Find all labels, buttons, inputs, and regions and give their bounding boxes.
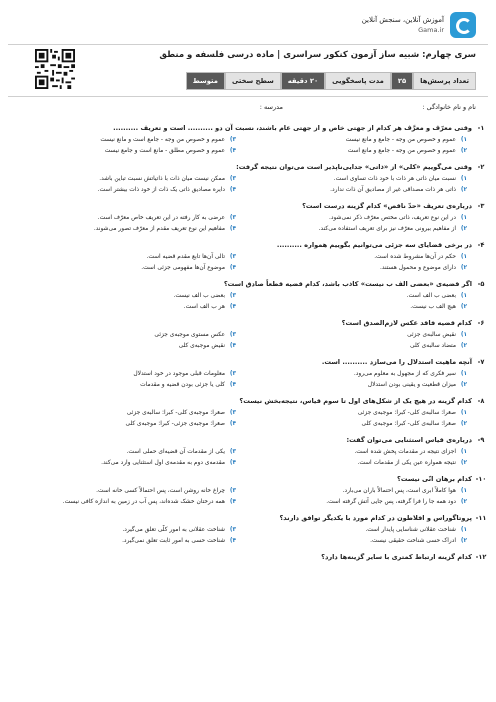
option-text: دارای موضوع و محمول هستند. [379,265,456,271]
option-number: ۴) [229,460,237,466]
option-text: نتیجه همواره عین یکی از مقدمات است. [357,460,456,466]
option-text: نقیض موجبه‌ی کلی [178,343,225,349]
answer-option[interactable] [239,252,470,263]
option-text: عرضی به کار رفته در این تعریف خاص معرّف است. [97,215,225,221]
answer-option[interactable] [239,224,470,235]
answer-option[interactable] [239,536,470,547]
option-number: ۳) [229,137,237,143]
option-number: ۱) [460,332,468,338]
question-number: ۵- [477,280,485,288]
answer-option[interactable] [8,369,239,380]
question-item [8,122,488,157]
answer-option[interactable] [8,135,239,146]
answer-option[interactable] [8,224,239,235]
answer-option[interactable] [239,497,470,508]
school-label: مدرسه : [259,103,283,111]
option-number: ۳) [229,527,237,533]
option-text: دود همه جا را فرا گرفته، پس جایی آتش گرفته است. [326,499,456,505]
question-item [8,200,488,235]
question-text: آنچه ماهیت استدلال را می‌سازد .......... است. [321,358,472,366]
option-number: ۲) [460,343,468,349]
question-text: درباره‌ی قیاس استثنایی می‌توان گفت: [346,436,472,444]
option-text: یکی از مقدمات آن قضیه‌ای حملی است. [126,449,225,455]
option-number: ۴) [229,499,237,505]
option-text: هوا کاملاً ابری است، پس احتمالاً باران می‌بارد. [342,488,456,494]
answer-option[interactable] [8,174,239,185]
question-item [8,356,488,391]
option-number: ۱) [460,176,468,182]
option-text: کلی یا جزئی بودن قضیه و مقدمات [140,382,225,388]
question-text: پروتاگوراس و افلاطون در کدام مورد با یکدیگر توافق دارند؟ [279,514,472,522]
option-number: ۲) [460,148,468,154]
answer-option[interactable] [8,263,239,274]
answer-option[interactable] [8,380,239,391]
gama-logo-icon [450,12,476,38]
option-text: حکم در آن‌ها مشروط شده است. [374,254,456,260]
option-text: صغرا: سالبه‌ی کلی- کبرا: موجبه‌ی جزئی [357,410,456,416]
answer-option[interactable] [239,302,470,313]
option-text: تالی آن‌ها تابع مقدم قضیه است. [146,254,225,260]
option-text: موضوع آن‌ها مفهومی جزئی است. [141,265,225,271]
answer-options [8,135,488,157]
option-text: نقیض سالبه‌ی جزئی [407,332,456,338]
answer-option[interactable] [8,341,239,352]
question-item [8,317,488,352]
option-text: هر ب الف است. [183,304,225,310]
option-number: ۱) [460,449,468,455]
option-text: عموم و خصوص من وجه - جامع و مانع نیست [345,137,456,143]
option-number: ۱) [460,137,468,143]
option-number: ۱) [460,410,468,416]
answer-options [8,213,488,235]
qr-code-icon [35,49,75,89]
duration-label: مدت پاسخگویی [325,72,391,90]
answer-options [8,408,488,430]
question-item [8,473,488,508]
question-number: ۶- [477,319,485,327]
option-text: ذاتی هر ذات مصداقی غیر از مصادیق آن ذات ندارد. [330,187,456,193]
answer-option[interactable] [8,447,239,458]
question-item [8,512,488,547]
option-number: ۴) [229,187,237,193]
option-number: ۳) [229,254,237,260]
option-number: ۳) [229,215,237,221]
option-number: ۲) [460,460,468,466]
answer-option[interactable] [8,330,239,341]
answer-option[interactable] [8,419,239,430]
option-number: ۱) [460,215,468,221]
option-text: عموم و خصوص من وجه - جامع است و مانع نیست [100,137,225,143]
answer-option[interactable] [8,497,239,508]
option-number: ۳) [229,332,237,338]
question-item [8,434,488,469]
option-text: صغرا: سالبه‌ی کلی- کبرا: موجبه‌ی کلی [361,421,456,427]
brand-name: آموزش آنلاین، سنجش آنلاین [361,16,444,24]
option-number: ۱) [460,293,468,299]
answer-option[interactable] [8,146,239,157]
option-text: عکس مستوی موجبه‌ی جزئی [154,332,225,338]
option-number: ۲) [460,187,468,193]
question-number: ۲- [477,163,485,171]
option-number: ۴) [229,382,237,388]
option-number: ۳) [229,371,237,377]
difficulty-value: متوسط [186,72,225,90]
answer-option[interactable] [239,135,470,146]
option-text: چراغ خانه روشن است، پس احتمالاً کسی خانه است. [96,488,225,494]
option-number: ۴) [229,148,237,154]
exam-info-bar [186,72,476,90]
question-count-label: تعداد پرسش‌ها [413,72,476,90]
question-number: ۱- [477,124,485,132]
question-number: ۴- [477,241,485,249]
answer-option[interactable] [239,419,470,430]
answer-option[interactable] [8,185,239,196]
question-number: ۱۲- [475,553,487,561]
question-text: کدام برهان انّی نیست؟ [397,475,472,483]
option-number: ۴) [229,304,237,310]
option-text: صغرا: موجبه‌ی جزئی- کبرا: موجبه‌ی کلی [125,421,225,427]
option-number: ۱) [460,371,468,377]
answer-option[interactable] [239,330,470,341]
option-text: مفاهیم این نوع تعریف مقدم از معرّف تصور می‌شوند. [93,226,225,232]
answer-option[interactable] [8,408,239,419]
option-number: ۲) [460,382,468,388]
question-item [8,161,488,196]
question-item [8,278,488,313]
student-name-label: نام و نام خانوادگی : [422,103,476,111]
option-text: همه درختان خشک شده‌اند، پس آب در زمین به اندازه کافی نیست. [62,499,225,505]
answer-option[interactable] [239,380,470,391]
option-text: میزان قطعیت و یقینی بودن استدلال [367,382,456,388]
option-number: ۲) [460,421,468,427]
question-text: اگر قضیه‌ی «بعضی الف ب نیست» کاذب باشد، کدام قضیه قطعاً صادق است؟ [223,280,472,288]
question-text: کدام گزینه ارتباط کمتری با سایر گزینه‌ها دارد؟ [321,553,472,561]
answer-option[interactable] [239,263,470,274]
question-number: ۷- [477,358,485,366]
brand [362,12,476,38]
option-number: ۲) [460,538,468,544]
option-number: ۳) [229,176,237,182]
option-number: ۴) [229,265,237,271]
answer-option[interactable] [239,458,470,469]
option-text: در این نوع تعریف، ذاتی مختص معرّف ذکر نمی‌شود. [329,215,456,221]
option-number: ۲) [460,304,468,310]
answer-option[interactable] [8,302,239,313]
info-divider [8,96,488,97]
question-number: ۳- [477,202,485,210]
option-text: شناخت عقلانی شناسایی پایدار است. [365,527,456,533]
question-text: کدام گزینه در هیچ یک از شکل‌های اول تا سوم قیاس، نتیجه‌بخش نیست؟ [239,397,472,405]
answer-option[interactable] [239,174,470,185]
option-text: مقدمه‌ی دوم به مقدمه‌ی اول استثنایی وارد می‌کند. [101,460,225,466]
option-number: ۱) [460,527,468,533]
option-number: ۳) [229,293,237,299]
answer-option[interactable] [239,447,470,458]
answer-options [8,369,488,391]
question-text: کدام قضیه فاقد عکس لازم‌الصدق است؟ [341,319,472,327]
option-text: بعضی ب الف نیست. [173,293,225,299]
question-count-value: ۲۵ [391,72,413,90]
question-item [8,395,488,430]
option-text: سیر فکری که از مجهول به معلوم می‌رود. [353,371,456,377]
question-number: ۸- [477,397,485,405]
answer-options [8,330,488,352]
option-number: ۲) [460,499,468,505]
answer-options [8,252,488,274]
option-text: معلومات قبلی موجود در خود استدلال [133,371,225,377]
question-number: ۱۱- [475,514,487,522]
exam-header [8,6,488,114]
answer-option[interactable] [239,185,470,196]
answer-option[interactable] [8,458,239,469]
duration-value: ۲۰ دقیقه [281,72,325,90]
question-item [8,239,488,274]
question-text: در برخی قضایای سه جزئی می‌توانیم بگوییم همواره .......... [276,241,472,249]
option-text: دایره مصادیق ذاتی یک ذات از خود ذات بیشتر است. [97,187,225,193]
header-divider [8,44,488,45]
answer-options [8,174,488,196]
answer-option[interactable] [239,341,470,352]
answer-option[interactable] [8,291,239,302]
answer-options [8,525,488,547]
option-text: بعضی ب الف است. [406,293,456,299]
option-text: شناخت عقلانی به امور کلّی تعلق می‌گیرد. [122,527,225,533]
option-number: ۳) [229,449,237,455]
option-number: ۴) [229,538,237,544]
option-number: ۳) [229,488,237,494]
answer-option[interactable] [239,213,470,224]
option-text: شناخت حسی به امور ثابت تعلق نمی‌گیرد. [122,538,225,544]
option-text: ممکن نیست میان ذات با ذاتیاتش نسبت تباین باشد. [99,176,225,182]
question-number: ۹- [477,436,485,444]
option-text: نسبت میان ذاتی هر ذات با خود ذات تساوی است. [333,176,456,182]
option-text: از مفاهیم بیرونی معرّف نیز برای تعریف استفاده می‌کند. [318,226,456,232]
answer-option[interactable] [239,525,470,536]
difficulty-label: سطح سختی [225,72,281,90]
option-text: عموم و خصوص من وجه - جامع و مانع است [347,148,456,154]
question-number: ۱۰- [475,475,487,483]
option-number: ۴) [229,421,237,427]
answer-option[interactable] [239,369,470,380]
exam-title: سری چهارم: شبیه ساز آزمون کنکور سراسری | ماده درسی فلسفه و منطق [159,50,476,60]
option-number: ۱) [460,254,468,260]
question-text: درباره‌ی تعریف «حدّ ناقص» کدام گزینه درست است؟ [302,202,472,210]
answer-option[interactable] [239,291,470,302]
option-text: عموم و خصوص مطلق - مانع است و جامع نیست [104,148,225,154]
answer-option[interactable] [8,213,239,224]
option-text: ادراک حسی شناخت حقیقی نیست. [370,538,456,544]
option-number: ۴) [229,343,237,349]
option-number: ۴) [229,226,237,232]
option-text: متضاد سالبه‌ی کلی [410,343,456,349]
option-number: ۲) [460,265,468,271]
option-number: ۱) [460,488,468,494]
option-text: صغرا: موجبه‌ی کلی- کبرا: سالبه‌ی جزئی [126,410,225,416]
answer-option[interactable] [8,525,239,536]
option-number: ۲) [460,226,468,232]
answer-options [8,486,488,508]
answer-options [8,291,488,313]
question-list [8,122,488,567]
option-text: هیچ الف ب نیست. [410,304,456,310]
answer-option[interactable] [8,536,239,547]
answer-option[interactable] [239,408,470,419]
answer-option[interactable] [8,486,239,497]
answer-option[interactable] [239,146,470,157]
option-text: اجزای نتیجه در مقدمات پخش شده است. [354,449,456,455]
option-number: ۳) [229,410,237,416]
answer-options [8,447,488,469]
answer-option[interactable] [8,252,239,263]
question-text: وقتی معرّف و معرَّف هر کدام از جهتی خاص و از جهتی عام باشند، نسبت آن دو .......... است و تعریف .......... [113,124,472,132]
question-text: وقتی می‌گوییم «کلی» از «ذاتی» جدایی‌ناپذیر است می‌توان نتیجه گرفت: [236,163,472,171]
brand-url: Gama.ir [418,26,444,34]
question-item [8,551,488,563]
answer-option[interactable] [239,486,470,497]
